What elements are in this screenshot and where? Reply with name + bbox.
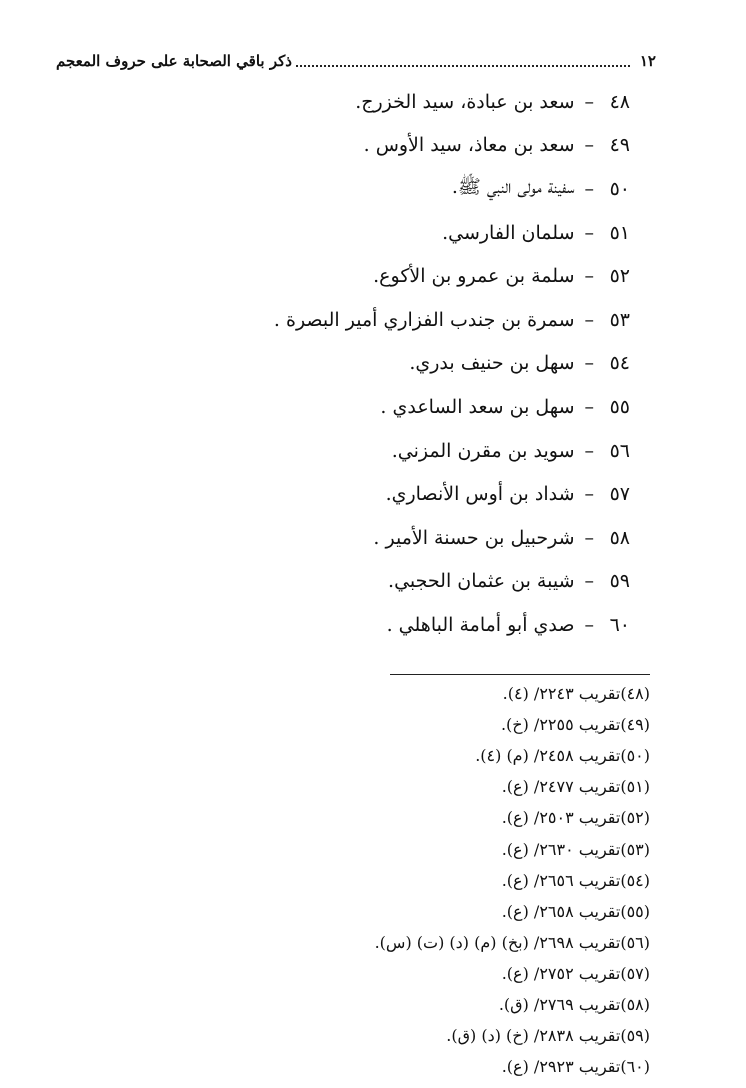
footnote: (٥٧)تقريب ٢٧٥٢/ (ع). (501, 963, 650, 983)
footnote: (٥٢)تقريب ٢٥٠٣/ (ع). (501, 808, 650, 828)
entry-text: سفينة مولى النبي ﷺ. (451, 175, 575, 198)
entry-number: ٥٨ (609, 526, 630, 549)
entry-dash: – (584, 90, 594, 113)
entry-dash: – (584, 570, 594, 593)
list-item (110, 385, 630, 429)
list-item (110, 516, 630, 560)
running-header (56, 46, 656, 76)
footnote: (٥٤)تقريب ٢٦٥٦/ (ع). (501, 870, 650, 890)
footnote: (٦٠)تقريب ٢٩٢٣/ (ع). (501, 1057, 650, 1077)
entry-number: ٤٨ (609, 90, 630, 113)
entry-text: سهل بن سعد الساعدي . (380, 395, 575, 418)
entry-number: ٥٦ (609, 439, 630, 462)
footnote: (٥٠)تقريب ٢٤٥٨/ (م) (٤). (475, 746, 650, 766)
entry-text: سلمان الفارسي. (442, 221, 575, 244)
list-item (110, 298, 630, 342)
entry-dash: – (584, 221, 594, 244)
entry-dash: – (584, 526, 594, 549)
entry-number: ٤٩ (609, 134, 630, 157)
entry-dash: – (584, 352, 594, 375)
entry-text: صدي أبو أمامة الباهلي . (386, 613, 575, 636)
entry-dash: – (584, 395, 594, 418)
footnote: (٥٣)تقريب ٢٦٣٠/ (ع). (501, 839, 650, 859)
entry-number: ٥٥ (609, 395, 630, 418)
entry-dash: – (584, 483, 594, 506)
entry-dash: – (584, 613, 594, 636)
footnote: (٤٩)تقريب ٢٢٥٥/ (خ). (500, 715, 650, 735)
entry-text: شداد بن أوس الأنصاري. (385, 483, 575, 506)
entry-dash: – (584, 134, 594, 157)
entry-text: سمرة بن جندب الفزاري أمير البصرة . (273, 308, 575, 331)
footnote: (٥٨)تقريب ٢٧٦٩/ (ق). (498, 994, 650, 1014)
entry-number: ٥١ (609, 221, 630, 244)
list-item (110, 342, 630, 386)
entry-number: ٥٩ (609, 570, 630, 593)
entry-number: ٥٠ (609, 177, 630, 200)
entry-text: سويد بن مقرن المزني. (391, 439, 575, 462)
list-item (110, 167, 630, 211)
entry-dash: – (584, 308, 594, 331)
list-item (110, 560, 630, 604)
entry-list (110, 80, 630, 647)
list-item (110, 472, 630, 516)
list-item (110, 124, 630, 168)
list-item (110, 211, 630, 255)
entry-text: شرحبيل بن حسنة الأمير . (373, 526, 575, 549)
list-item (110, 429, 630, 473)
footnote: (٥١)تقريب ٢٤٧٧/ (ع). (501, 777, 650, 797)
entry-text: سعد بن معاذ، سيد الأوس . (363, 134, 575, 157)
entry-dash: – (584, 177, 594, 200)
entry-number: ٥٧ (609, 483, 630, 506)
footnote-divider (390, 674, 650, 675)
entry-text: سلمة بن عمرو بن الأكوع. (373, 265, 575, 288)
footnote: (٥٦)تقريب ٢٦٩٨/ (بخ) (م) (د) (ت) (س). (374, 932, 650, 952)
page-number: ١٢ (639, 52, 656, 70)
entry-number: ٦٠ (609, 613, 630, 636)
entry-text: سهل بن حنيف بدري. (409, 352, 575, 375)
footnote: (٤٨)تقريب ٢٢٤٣/ (٤). (502, 684, 650, 704)
entry-number: ٥٣ (609, 308, 630, 331)
list-item (110, 254, 630, 298)
footnote-list (90, 678, 650, 1082)
leader-dots (296, 63, 630, 67)
entry-number: ٥٤ (609, 352, 630, 375)
entry-text: شيبة بن عثمان الحجبي. (388, 570, 575, 593)
header-title: ذكر باقي الصحابة على حروف المعجم (56, 52, 292, 70)
list-item (110, 80, 630, 124)
list-item (110, 603, 630, 647)
entry-text: سعد بن عبادة، سيد الخزرج. (355, 90, 575, 113)
footnote: (٥٥)تقريب ٢٦٥٨/ (ع). (501, 901, 650, 921)
entry-dash: – (584, 439, 594, 462)
entry-dash: – (584, 265, 594, 288)
entry-number: ٥٢ (609, 265, 630, 288)
footnote: (٥٩)تقريب ٢٨٣٨/ (خ) (د) (ق). (446, 1026, 650, 1046)
